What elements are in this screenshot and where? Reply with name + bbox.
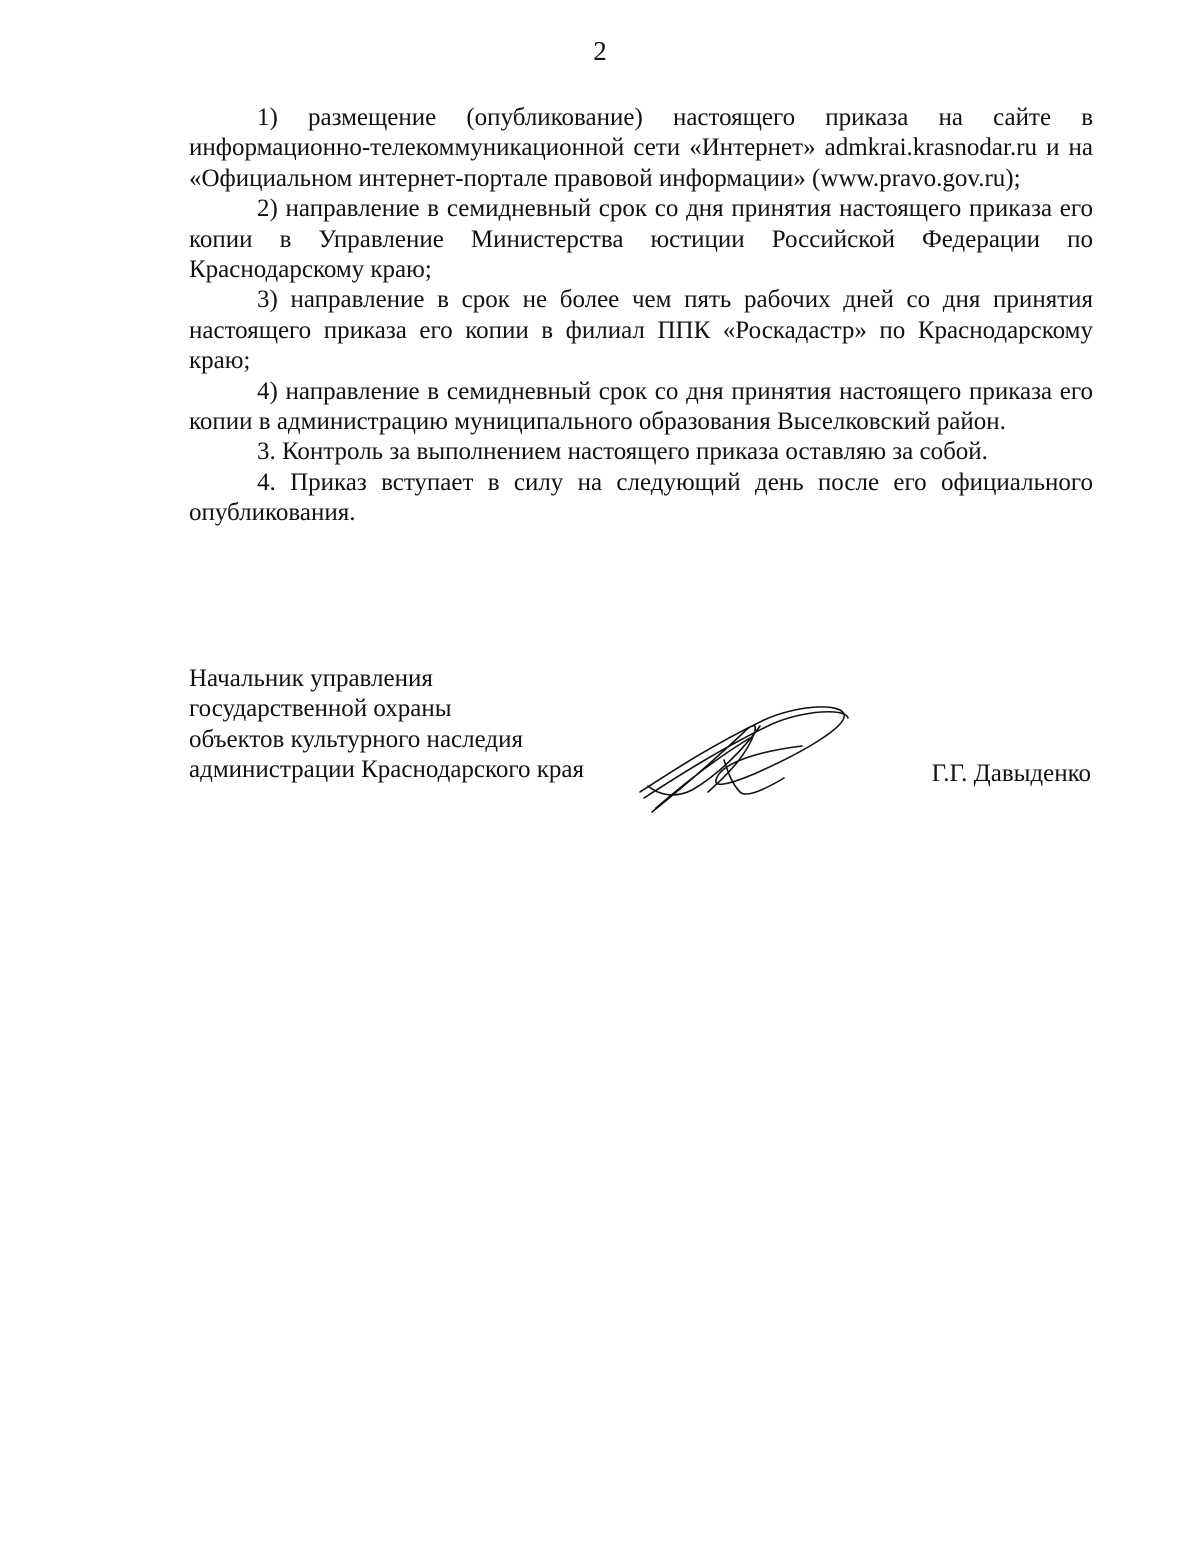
paragraph-item-1: 1) размещение (опубликование) настоящего приказа на сайте в информационно-телекоммуникационной сети «Интернет» admkrai.krasnodar.ru и на «Официальном интернет-портале правовой информации» (www.pravo.gov.ru);	[189, 104, 1093, 192]
paragraph-item-2: 2) направление в семидневный срок со дня принятия настоящего приказа его копии в Управление Министерства юстиции Российской Федерации по Краснодарскому краю;	[189, 195, 1093, 284]
signatory-title-line: администрации Краснодарского края	[189, 756, 585, 784]
paragraph-item-3: 3) направление в срок не более чем пять рабочих дней со дня принятия настоящего приказа его копии в филиал ППК «Роскадастр» по Краснодарскому краю;	[189, 286, 1093, 375]
signatory-title-line: объектов культурного наследия	[189, 725, 523, 753]
signatory-name: Г.Г. Давыденко	[931, 760, 1091, 787]
signatory-title	[189, 664, 584, 786]
document-body	[189, 103, 1093, 529]
signatory-title-line: Начальник управления	[189, 665, 433, 692]
paragraph-effective-date: 4. Приказ вступает в силу на следующий день после его официального опубликования.	[189, 468, 1093, 527]
signatory-title-line: государственной охраны	[189, 695, 452, 723]
signature-block	[189, 664, 1093, 824]
paragraph-control: 3. Контроль за выполнением настоящего приказа оставляю за собой.	[257, 438, 988, 466]
handwritten-signature-icon	[634, 700, 854, 820]
paragraph-item-4: 4) направление в семидневный срок со дня принятия настоящего приказа его копии в администрацию муниципального образования Выселковский район.	[189, 377, 1093, 436]
page-number: 2	[593, 36, 607, 66]
